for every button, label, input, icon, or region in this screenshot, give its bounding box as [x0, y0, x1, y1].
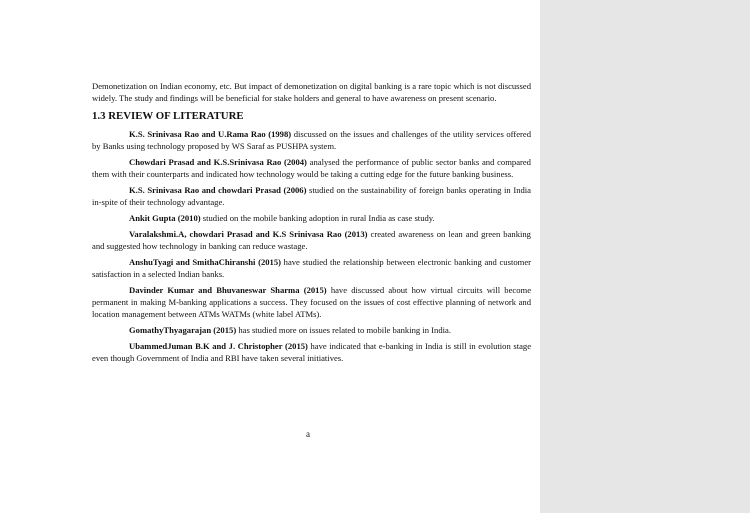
entry-authors: UbammedJuman B.K and J. Christopher (2015) — [129, 341, 308, 351]
entry-authors: K.S. Srinivasa Rao and chowdari Prasad (2006) — [129, 185, 307, 195]
entry-authors: Davinder Kumar and Bhuvaneswar Sharma (2015) — [129, 285, 327, 295]
entry-authors: K.S. Srinivasa Rao and U.Rama Rao (1998) — [129, 129, 292, 139]
entry-text: studied on the sustainability of foreign banks operating in India in-spite of their technology advantage. — [92, 185, 531, 207]
literature-entry — [92, 156, 531, 180]
page-content — [92, 80, 531, 368]
entry-text: studied on the mobile banking adoption in rural India as case study. — [200, 213, 435, 223]
entry-text: discussed on the issues and challenges of the utility services offered by Banks using technology proposed by WS Saraf as PUSHPA system. — [92, 129, 531, 151]
entry-authors: AnshuTyagi and SmithaChiranshi (2015) — [129, 257, 281, 267]
entry-text: have indicated that e-banking in India is still in evolution stage even though Government of India and RBI have taken several initiatives. — [92, 341, 532, 363]
literature-entry — [92, 184, 531, 208]
comment-margin-pane — [540, 0, 750, 513]
literature-entry — [92, 340, 531, 364]
entry-text: created awareness on lean and green banking and suggested how technology in banking can reduce wastage. — [92, 229, 531, 251]
literature-entry — [92, 256, 531, 280]
entry-text: has studied more on issues related to mobile banking in India. — [236, 325, 451, 335]
literature-entry — [92, 128, 531, 152]
intro-paragraph: Demonetization on Indian economy, etc. But impact of demonetization on digital banking is a rare topic which is not discussed widely. The study and findings will be beneficial for stake holders and general to have awareness on present scenario. — [92, 81, 531, 103]
entry-authors: GomathyThyagarajan (2015) — [129, 325, 237, 335]
entry-authors: Ankit Gupta (2010) — [129, 213, 201, 223]
entry-text: have discussed about how virtual circuits will become permanent in making M-banking applications a success. They focused on the issues of cost effective planning of network and location management between ATMs WATMs (white label ATMs). — [92, 285, 532, 319]
entry-authors: Varalakshmi.A, chowdari Prasad and K.S Srinivasa Rao (2013) — [129, 229, 368, 239]
literature-entry — [92, 324, 531, 336]
literature-entry — [92, 212, 531, 224]
page-number: a — [306, 429, 310, 439]
entry-text: have studied the relationship between electronic banking and customer satisfaction in a selected Indian banks. — [92, 257, 531, 279]
literature-entry — [92, 284, 531, 320]
literature-entry — [92, 228, 531, 252]
entry-text: analysed the performance of public sector banks and compared them with their counterparts and indicated how technology would be taking a cutting edge for the future banking business. — [92, 157, 531, 179]
entry-authors: Chowdari Prasad and K.S.Srinivasa Rao (2004) — [129, 157, 307, 167]
section-heading: 1.3 REVIEW OF LITERATURE — [92, 110, 244, 122]
